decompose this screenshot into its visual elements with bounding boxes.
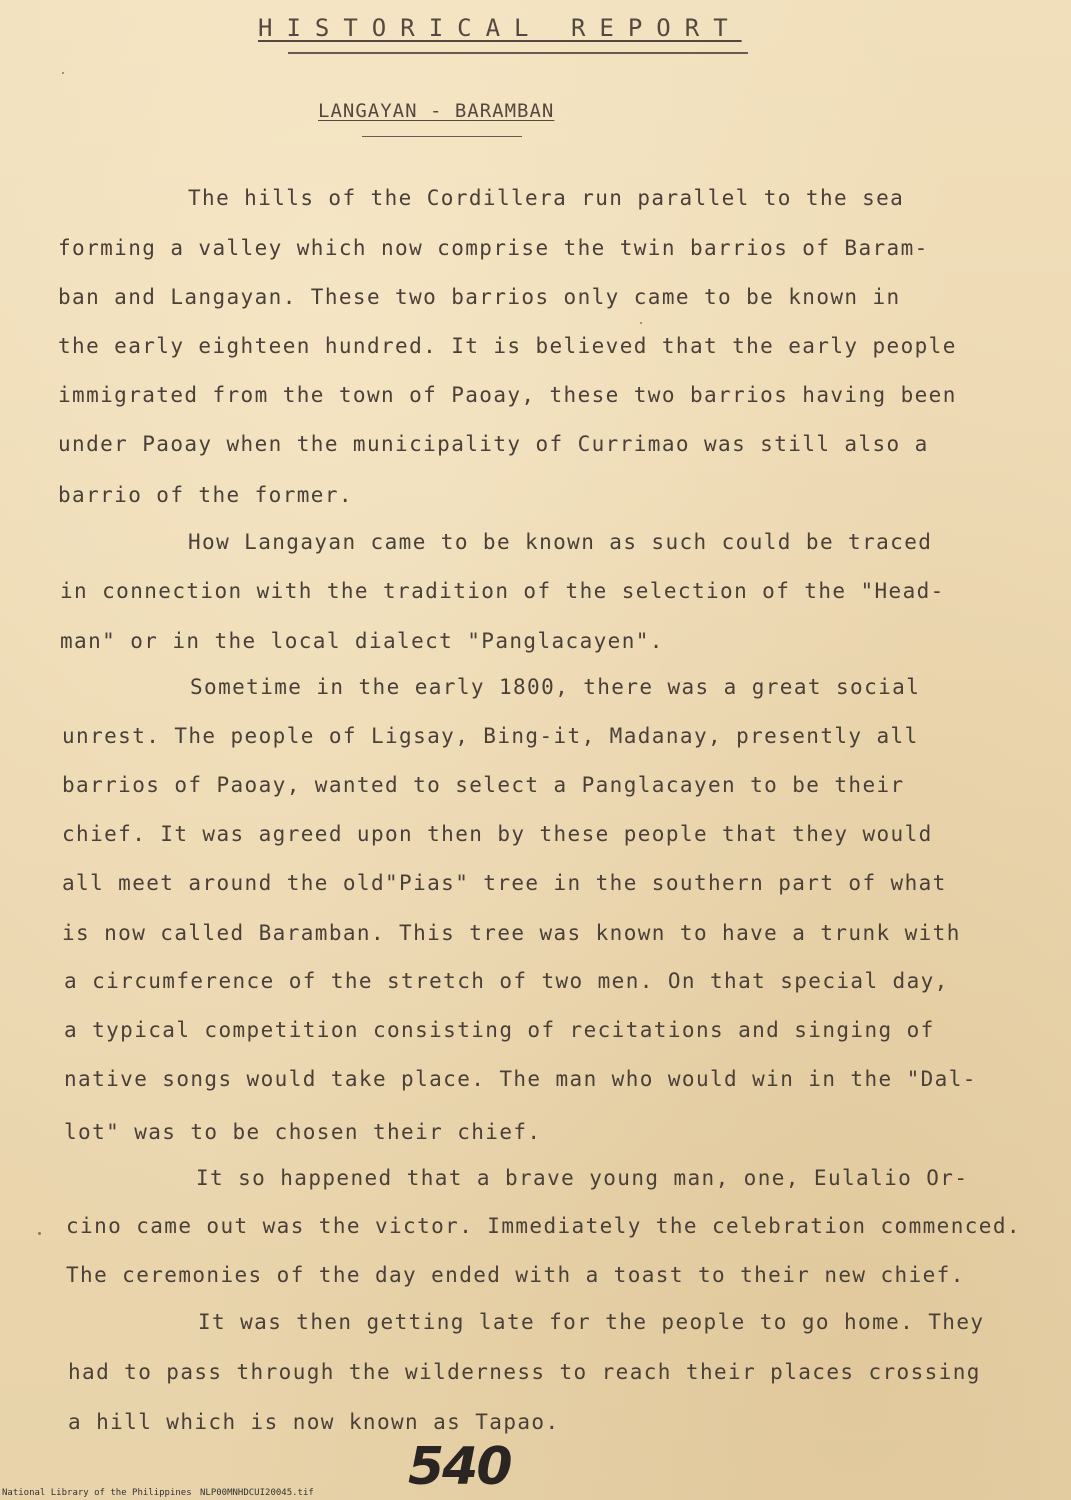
text-line: The ceremonies of the day ended with a toast to their new chief.: [66, 1263, 965, 1287]
text-line: had to pass through the wilderness to reach their places crossing: [68, 1360, 981, 1384]
text-line: It was then getting late for the people to go home. They: [198, 1310, 985, 1334]
text-line: a circumference of the stretch of two men. On that special day,: [64, 969, 949, 993]
text-line: chief. It was agreed upon then by these people that they would: [62, 822, 933, 846]
text-line: immigrated from the town of Paoay, these two barrios having been: [58, 383, 957, 407]
text-line: Sometime in the early 1800, there was a great social: [190, 675, 921, 699]
text-line: a hill which is now known as Tapao.: [68, 1410, 560, 1434]
text-line: in connection with the tradition of the selection of the "Head-: [60, 579, 945, 603]
text-line: a typical competition consisting of recitations and singing of: [64, 1018, 935, 1042]
text-line: unrest. The people of Ligsay, Bing-it, Madanay, presently all: [62, 724, 919, 748]
text-line: man" or in the local dialect "Panglacayen".: [60, 629, 664, 653]
text-line: all meet around the old"Pias" tree in the southern part of what: [62, 871, 947, 895]
subtitle-underline: [362, 136, 522, 137]
footer-library-label: National Library of the Philippines: [2, 1488, 192, 1498]
text-line: lot" was to be chosen their chief.: [64, 1120, 542, 1144]
text-line: barrio of the former.: [58, 483, 353, 507]
page-number: 540: [408, 1437, 511, 1497]
text-line: ban and Langayan. These two barrios only came to be known in: [58, 285, 901, 309]
ink-speck: [640, 322, 642, 324]
text-line: How Langayan came to be known as such could be traced: [188, 530, 933, 554]
text-line: under Paoay when the municipality of Currimao was still also a: [58, 432, 929, 456]
text-line: barrios of Paoay, wanted to select a Panglacayen to be their: [62, 773, 905, 797]
text-line: is now called Baramban. This tree was known to have a trunk with: [62, 921, 961, 945]
text-line: The hills of the Cordillera run parallel to the sea: [188, 186, 905, 210]
title-underline: [288, 52, 748, 54]
footer-file-label: NLP00MNHDCUI20045.tif: [200, 1488, 314, 1498]
page-title: HISTORICAL REPORT: [258, 14, 742, 42]
text-line: forming a valley which now comprise the twin barrios of Baram-: [58, 236, 929, 260]
page-subtitle: LANGAYAN - BARAMBAN: [318, 100, 555, 122]
ink-speck: [62, 72, 64, 74]
text-line: the early eighteen hundred. It is believed that the early people: [58, 334, 957, 358]
text-line: native songs would take place. The man who would win in the "Dal-: [64, 1067, 977, 1091]
text-line: cino came out was the victor. Immediately the celebration commenced.: [66, 1214, 1021, 1238]
text-line: It so happened that a brave young man, one, Eulalio Or-: [196, 1166, 969, 1190]
ink-speck: [38, 1232, 41, 1235]
